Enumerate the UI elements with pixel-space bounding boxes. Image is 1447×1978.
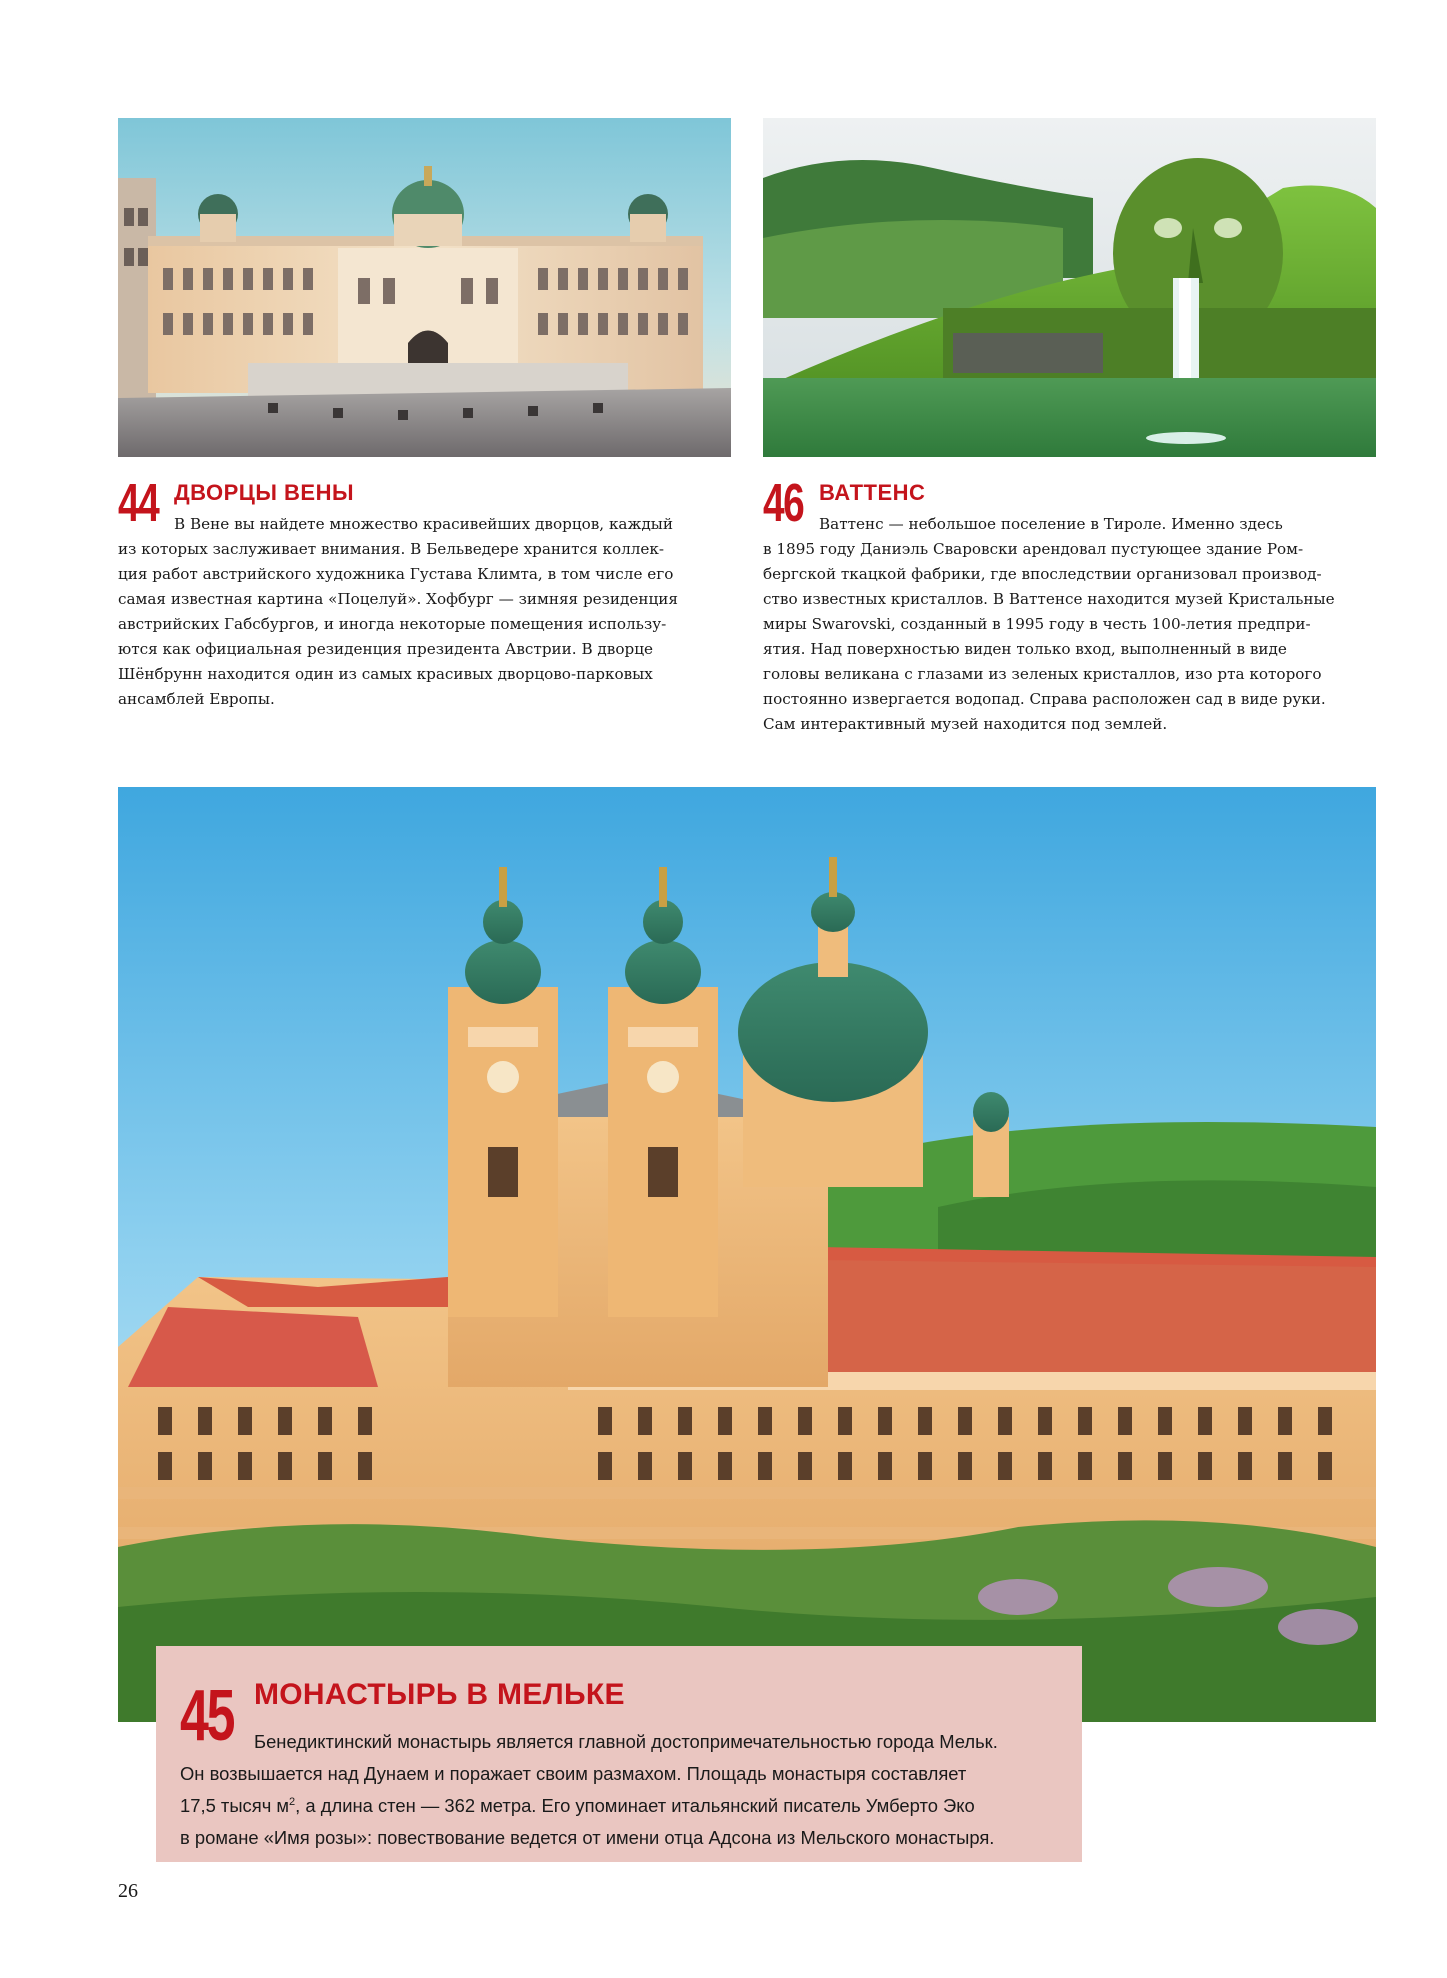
entry-line: самая известная картина «Поцелуй». Хофбург — зимняя резиденция (118, 590, 678, 608)
entry-wattens (763, 473, 1368, 737)
entry-number: 45 (180, 1676, 234, 1756)
entry-title: ДВОРЦЫ ВЕНЫ (174, 480, 355, 505)
entry-line: в романе «Имя розы»: повествование ведется от имени отца Адсона из Мельского монастыря. (180, 1827, 995, 1848)
entry-line: ятия. Над поверхностью виден только вход, выполненный в виде (763, 640, 1287, 658)
entry-number: 44 (118, 473, 159, 533)
entry-line: Шёнбрунн находится один из самых красивых дворцово-парковых (118, 665, 653, 683)
entry-line: Сам интерактивный музей находится под землей. (763, 715, 1168, 733)
entry-line: австрийских Габсбургов, и иногда некоторые помещения использу- (118, 615, 667, 633)
wattens-crystal-worlds-photo (763, 118, 1376, 457)
entry-line: головы великана с глазами из зеленых кристаллов, изо рта которого (763, 665, 1322, 683)
entry-line: 17,5 тысяч $м^2$, а длина стен — 362 метра. Его упоминает итальянский писатель Умберто Эко (180, 1795, 975, 1816)
entry-title: ВАТТЕНС (819, 480, 926, 505)
entry-line: ция работ австрийского художника Густава Климта, в том числе его (118, 565, 674, 583)
entry-line: ансамблей Европы. (118, 690, 275, 708)
entry-line: Он возвышается над Дунаем и поражает своим размахом. Площадь монастыря составляет (180, 1763, 967, 1784)
hofburg-palace-photo (118, 118, 731, 457)
entry-line: ются как официальная резиденция президента Австрии. В дворце (118, 640, 653, 658)
entry-line: постоянно извергается водопад. Справа расположен сад в виде руки. (763, 690, 1326, 708)
entry-line: в 1895 году Даниэль Сваровски арендовал пустующее здание Ром- (763, 540, 1304, 558)
entry-title: МОНАСТЫРЬ В МЕЛЬКЕ (254, 1678, 625, 1711)
entry-vienna-palaces (118, 473, 718, 712)
entry-line: ство известных кристаллов. В Ваттенсе находится музей Кристальные (763, 590, 1335, 608)
melk-abbey-photo (118, 787, 1376, 1722)
entry-body (180, 1726, 1060, 1854)
page-number: 26 (118, 1880, 138, 1902)
entry-line: В Вене вы найдете множество красивейших дворцов, каждый (174, 515, 674, 533)
entry-line: Ваттенс — небольшое поселение в Тироле. Именно здесь (819, 515, 1283, 533)
entry-body (763, 473, 1368, 737)
entry-line: бергской ткацкой фабрики, где впоследствии организовал производ- (763, 565, 1322, 583)
entry-line: из которых заслуживает внимания. В Бельведере хранится коллек- (118, 540, 665, 558)
entry-line: Бенедиктинский монастырь является главной достопримечательностью города Мельк. (254, 1731, 998, 1752)
feature-box-melk-abbey (156, 1646, 1082, 1862)
entry-body (118, 473, 718, 712)
entry-line: миры Swarovski, созданный в 1995 году в честь 100-летия предпри- (763, 615, 1311, 633)
entry-number: 46 (763, 473, 804, 533)
